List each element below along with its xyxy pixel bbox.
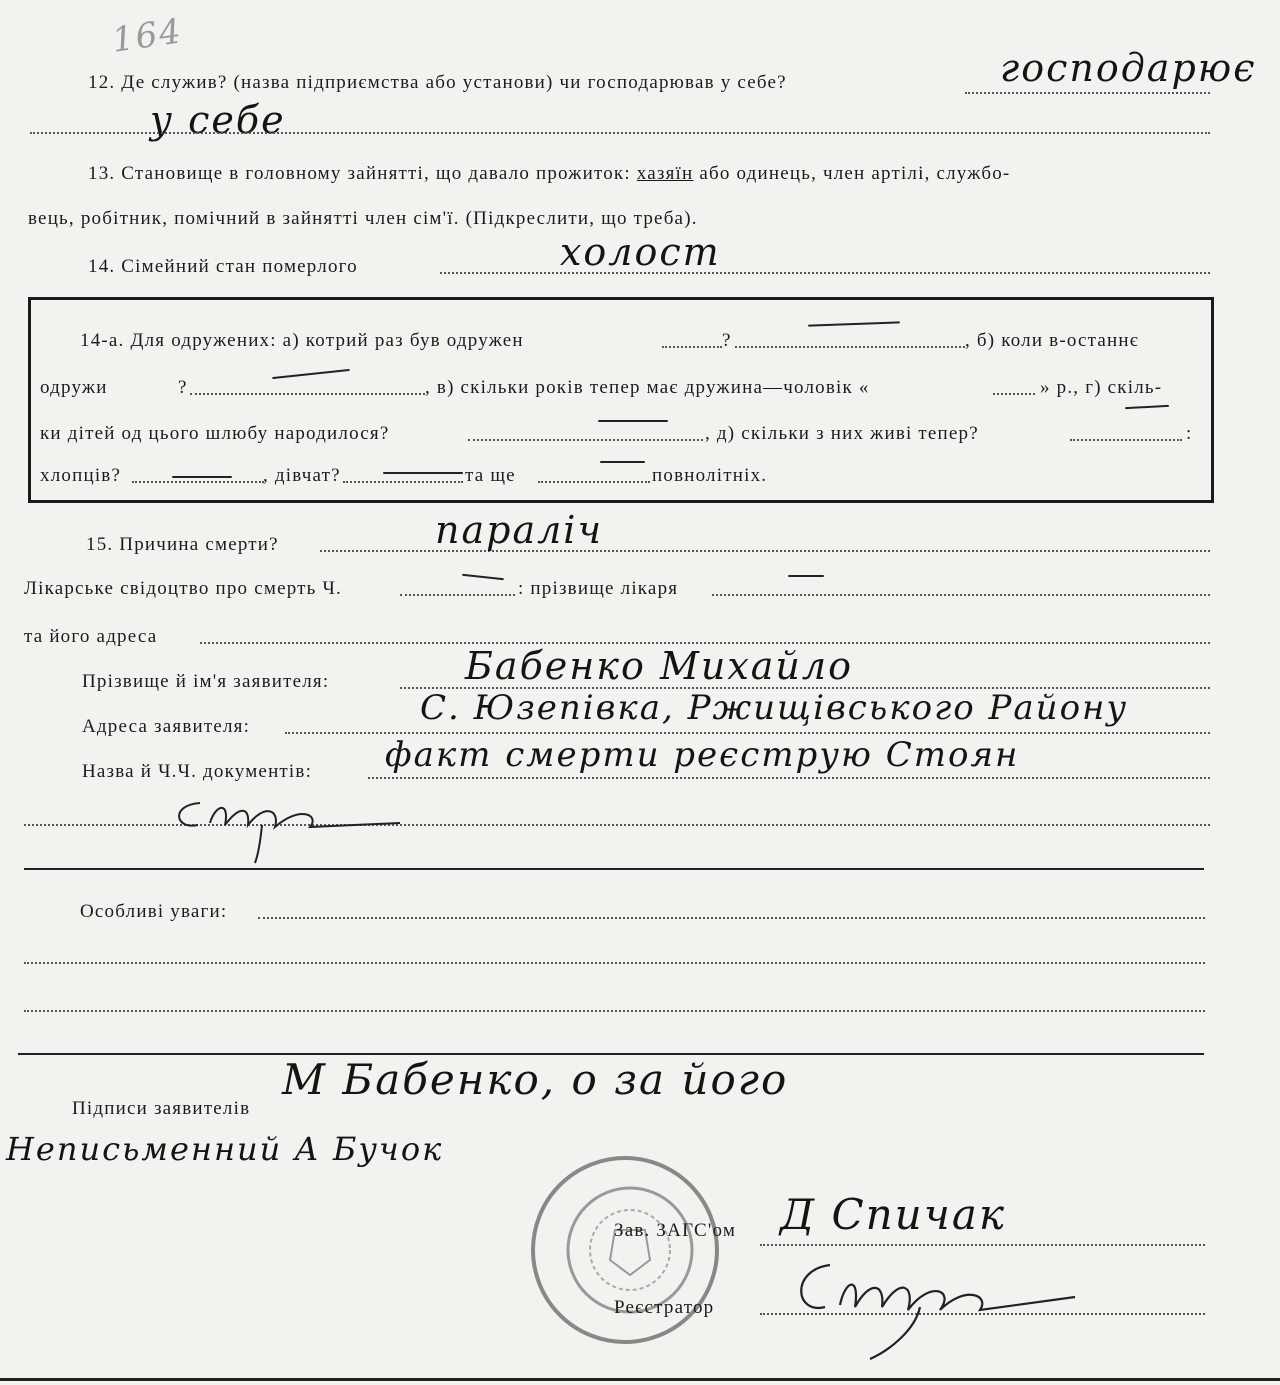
doctor-cert-line	[400, 594, 515, 596]
q12-label: 12. Де служив? (назва підприємства або установи) чи господарював у себе?	[88, 72, 787, 93]
q12-line	[965, 92, 1210, 94]
q14a-text-a: 14-а. Для одружених: а) котрий раз був одружен	[80, 330, 524, 351]
documents-label: Назва й Ч.Ч. документів:	[82, 761, 313, 782]
q14-label: 14. Сімейний стан померлого	[88, 256, 358, 277]
q14a-text-d: одружи	[40, 377, 108, 398]
q14a-text-e: ?	[178, 377, 188, 398]
q14a-line-d	[993, 393, 1035, 395]
q14a-text-g: » р., г) скіль-	[1040, 377, 1163, 398]
official-seal	[520, 1150, 750, 1350]
zags-line	[760, 1244, 1205, 1246]
q14a-text-i: , д) скільки з них живі тепер?	[705, 423, 979, 444]
doctor-cert-dash	[462, 574, 504, 580]
notes-line-1	[258, 917, 1205, 919]
q14a-box	[28, 297, 1214, 503]
notes-line-2	[24, 962, 1205, 964]
applicant-name-value: Бабенко Михайло	[465, 644, 853, 688]
documents-line	[368, 777, 1210, 779]
q14a-text-f: , в) скільки років тепер має дружина—чоловік «	[425, 377, 870, 398]
notes-label: Особливі уваги:	[80, 901, 228, 922]
bottom-border	[0, 1378, 1280, 1381]
q14-line	[440, 272, 1210, 274]
q14-answer: холост	[560, 230, 721, 274]
q14a-text-b: ?	[722, 330, 732, 351]
q14a-text-h: ки дітей од цього шлюбу народилося?	[40, 423, 390, 444]
q14a-line-f	[1070, 439, 1182, 441]
q14a-text-m: та ще	[465, 465, 516, 486]
q13-underlined-option: хазяїн	[636, 163, 694, 184]
signatures-label: Підписи заявителів	[72, 1098, 251, 1119]
registrar-signature	[790, 1255, 1080, 1365]
q14a-dash-d	[598, 420, 668, 422]
q15-label: 15. Причина смерти?	[86, 534, 279, 555]
doctor-surname-dash	[788, 575, 824, 577]
notes-line-3	[24, 1010, 1205, 1012]
q14a-text-k: хлопців?	[40, 465, 122, 486]
doctor-surname-line	[712, 594, 1210, 596]
q13-text-b: або одинець, член артілі, службо-	[699, 163, 1011, 184]
applicant-address-label: Адреса заявителя:	[82, 716, 251, 737]
zags-signature: Д Спичак	[780, 1190, 1006, 1239]
witness-signature: Неписьменний А Бучок	[6, 1130, 444, 1168]
q14a-line-a	[662, 346, 722, 348]
doctor-surname-label: : прізвище лікаря	[518, 578, 679, 599]
q14a-dash-f	[383, 472, 463, 474]
q14a-line-g	[132, 481, 264, 483]
q14a-text-n: повнолітніх.	[652, 465, 768, 486]
documents-value: факт смерти реєструю Стоян	[385, 735, 1020, 775]
q14a-line-h	[343, 481, 463, 483]
applicant-address-line	[285, 732, 1210, 734]
page-number-annotation: 164	[109, 11, 186, 61]
q13-text-a: 13. Становище в головному зайнятті, що давало прожиток:	[88, 163, 631, 184]
q14a-line-e	[468, 439, 703, 441]
applicant-name-label: Прізвище й ім'я заявителя:	[82, 671, 330, 692]
registrar-label: Реєстратор	[614, 1297, 715, 1318]
signature-scrawl	[170, 785, 430, 865]
applicant-signature: М Бабенко, о за його	[282, 1055, 789, 1104]
q15-answer: параліч	[435, 508, 604, 552]
zags-label: Зав. ЗАГС'ом	[614, 1220, 737, 1241]
q12-answer-cont: у себе	[150, 98, 286, 142]
q13-line1	[88, 163, 1010, 185]
q14a-text-j: :	[1186, 423, 1193, 444]
q12-answer: господарює	[1000, 46, 1257, 90]
q14a-dash-g	[600, 461, 645, 463]
section-divider-1	[24, 868, 1204, 870]
doctor-address-label: та його адреса	[24, 626, 158, 647]
q14a-line-c	[190, 393, 425, 395]
q14a-line-b	[735, 346, 965, 348]
doctor-cert-label: Лікарське свідоцтво про смерть Ч.	[24, 578, 342, 599]
q14a-text-l: , дівчат?	[263, 465, 341, 486]
q14a-dash-e	[172, 476, 232, 478]
q14a-text-c: , б) коли в-останнє	[965, 330, 1140, 351]
q13-line2: вець, робітник, помічний в зайнятті член сім'ї. (Підкреслити, що треба).	[28, 208, 698, 229]
applicant-address-value: С. Юзепівка, Ржищівського Району	[420, 688, 1129, 728]
q12-line2	[30, 132, 1210, 134]
q14a-line-i	[538, 481, 650, 483]
